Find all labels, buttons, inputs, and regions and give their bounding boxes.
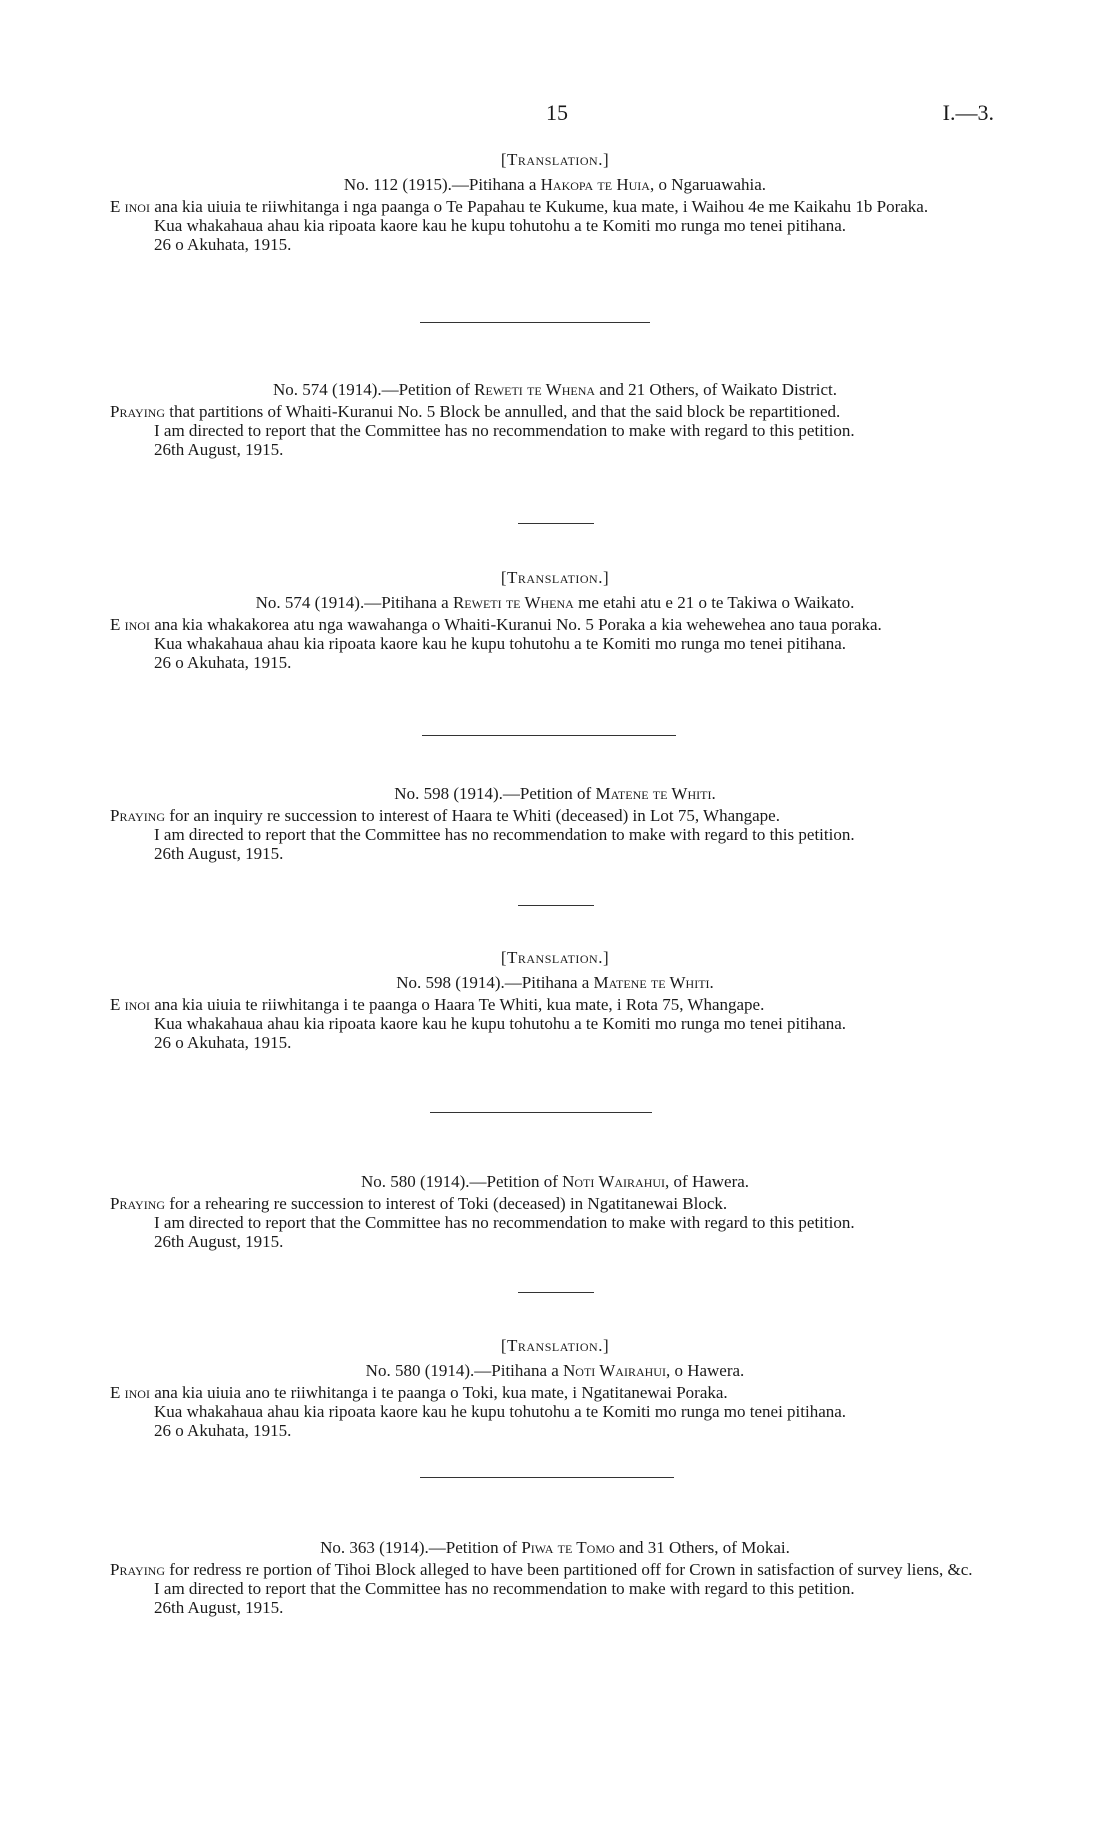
request-lead: Praying <box>110 402 166 421</box>
translation-label: [Translation.] <box>500 1336 610 1355</box>
request-text: for redress re portion of Tihoi Block alleged to have been partitioned off for Crown in satisfaction of survey liens, &c. <box>165 1560 973 1579</box>
petition-request <box>110 1383 1000 1402</box>
section-divider <box>420 322 650 323</box>
petition-heading <box>110 784 1000 803</box>
section-divider <box>420 1477 674 1478</box>
committee-response: Kua whakahaua ahau kia ripoata kaore kau he kupu tohutohu a te Komiti mo runga mo tenei pitihana. <box>154 1014 847 1033</box>
petition-section <box>110 948 1000 1052</box>
committee-response: I am directed to report that the Committee has no recommendation to make with regard to this petition. <box>154 1579 855 1598</box>
heading-text: , o Hawera. <box>665 1361 745 1380</box>
committee-response: Kua whakahaua ahau kia ripoata kaore kau he kupu tohutohu a te Komiti mo runga mo tenei pitihana. <box>154 634 847 653</box>
petition-section <box>110 380 1000 459</box>
heading-text: . <box>709 973 714 992</box>
petition-date: 26 o Akuhata, 1915. <box>154 1033 292 1052</box>
committee-response: Kua whakahaua ahau kia ripoata kaore kau he kupu tohutohu a te Komiti mo runga mo tenei pitihana. <box>154 1402 847 1421</box>
petitioner-name: Hakopa te Huia <box>540 175 650 194</box>
heading-text: , o Ngaruawahia. <box>649 175 767 194</box>
section-divider <box>518 523 594 524</box>
petition-section <box>110 784 1000 863</box>
request-lead: E inoi <box>110 1383 150 1402</box>
heading-text: No. 112 (1915).—Pitihana a <box>343 175 541 194</box>
request-lead: Praying <box>110 1194 166 1213</box>
section-divider <box>518 1292 594 1293</box>
committee-response: Kua whakahaua ahau kia ripoata kaore kau he kupu tohutohu a te Komiti mo runga mo tenei pitihana. <box>154 216 847 235</box>
request-text: that partitions of Whaiti-Kuranui No. 5 Block be annulled, and that the said block be repartitioned. <box>165 402 841 421</box>
petition-section <box>110 1172 1000 1251</box>
page-number: 15 <box>546 100 568 125</box>
petitioner-name: Matene te Whiti <box>593 973 710 992</box>
heading-text: No. 598 (1914).—Petition of <box>394 784 596 803</box>
petition-request <box>110 402 1000 421</box>
petition-date: 26 o Akuhata, 1915. <box>154 653 292 672</box>
committee-response: I am directed to report that the Committee has no recommendation to make with regard to this petition. <box>154 825 855 844</box>
request-text: for an inquiry re succession to interest of Haara te Whiti (deceased) in Lot 75, Whangape. <box>165 806 780 825</box>
heading-text: me etahi atu e 21 o te Takiwa o Waikato. <box>573 593 855 612</box>
petition-date: 26th August, 1915. <box>154 1232 284 1251</box>
petition-section <box>110 568 1000 672</box>
document-reference: I.—3. <box>942 100 994 125</box>
petition-date: 26 o Akuhata, 1915. <box>154 1421 292 1440</box>
petitioner-name: Matene te Whiti <box>595 784 712 803</box>
petitioner-name: Reweti te Whena <box>452 593 574 612</box>
petition-request <box>110 806 1000 825</box>
request-lead: E inoi <box>110 615 150 634</box>
petition-heading <box>110 973 1000 992</box>
heading-text: No. 598 (1914).—Pitihana a <box>396 973 594 992</box>
petition-request <box>110 1560 1000 1579</box>
petition-heading <box>110 1361 1000 1380</box>
request-text: ana kia uiuia te riiwhitanga i nga paanga o Te Papahau te Kukume, kua mate, i Waihou 4e me Kaikahu 1b Poraka. <box>149 197 929 216</box>
petition-request <box>110 197 1000 216</box>
heading-text: . <box>711 784 716 803</box>
committee-response: I am directed to report that the Committee has no recommendation to make with regard to this petition. <box>154 1213 855 1232</box>
heading-text: No. 580 (1914).—Petition of <box>360 1172 563 1191</box>
petitioner-name: Piwa te Tomo <box>521 1538 615 1557</box>
petitioner-name: Reweti te Whena <box>474 380 596 399</box>
request-lead: Praying <box>110 806 166 825</box>
petition-date: 26th August, 1915. <box>154 1598 284 1617</box>
petition-request <box>110 1194 1000 1213</box>
petition-request <box>110 995 1000 1014</box>
heading-text: No. 580 (1914).—Pitihana a <box>365 1361 564 1380</box>
request-text: ana kia uiuia ano te riiwhitanga i te paanga o Toki, kua mate, i Ngatitanewai Poraka. <box>149 1383 728 1402</box>
heading-text: and 31 Others, of Mokai. <box>614 1538 790 1557</box>
petitioner-name: Noti Wairahui <box>562 1172 666 1191</box>
request-lead: Praying <box>110 1560 166 1579</box>
translation-label: [Translation.] <box>500 948 610 967</box>
section-divider <box>430 1112 652 1113</box>
request-lead: E inoi <box>110 995 150 1014</box>
petition-section <box>110 1538 1000 1617</box>
petition-heading <box>110 380 1000 399</box>
petition-heading <box>110 1538 1000 1557</box>
request-text: for a rehearing re succession to interest of Toki (deceased) in Ngatitanewai Block. <box>165 1194 728 1213</box>
petition-request <box>110 615 1000 634</box>
request-lead: E inoi <box>110 197 150 216</box>
petition-section <box>110 150 1000 254</box>
request-text: ana kia uiuia te riiwhitanga i te paanga o Haara Te Whiti, kua mate, i Rota 75, Whangape. <box>149 995 765 1014</box>
translation-label: [Translation.] <box>500 568 610 587</box>
petition-date: 26 o Akuhata, 1915. <box>154 235 292 254</box>
committee-response: I am directed to report that the Committee has no recommendation to make with regard to this petition. <box>154 421 855 440</box>
petition-date: 26th August, 1915. <box>154 440 284 459</box>
heading-text: No. 574 (1914).—Pitihana a <box>255 593 453 612</box>
petition-section <box>110 1336 1000 1440</box>
heading-text: and 21 Others, of Waikato District. <box>595 380 837 399</box>
request-text: ana kia whakakorea atu nga wawahanga o Whaiti-Kuranui No. 5 Poraka a kia wehewehea ano taua poraka. <box>149 615 882 634</box>
translation-label: [Translation.] <box>500 150 610 169</box>
heading-text: No. 363 (1914).—Petition of <box>320 1538 522 1557</box>
section-divider <box>422 735 676 736</box>
petition-date: 26th August, 1915. <box>154 844 284 863</box>
section-divider <box>518 905 594 906</box>
petitioner-name: Noti Wairahui <box>563 1361 666 1380</box>
petition-heading <box>110 1172 1000 1191</box>
heading-text: , of Hawera. <box>665 1172 750 1191</box>
heading-text: No. 574 (1914).—Petition of <box>273 380 475 399</box>
petition-heading <box>110 593 1000 612</box>
petition-heading <box>110 175 1000 194</box>
